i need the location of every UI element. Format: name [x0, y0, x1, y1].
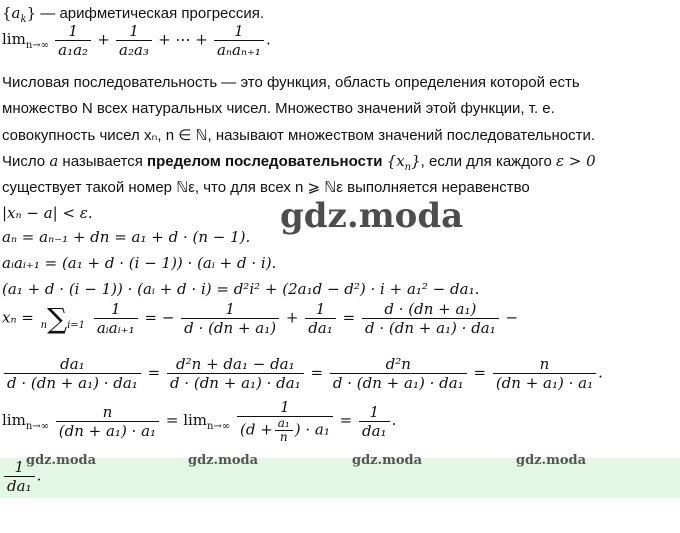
- equation-1: aₙ = aₙ₋₁ + dn = a₁ + d · (n − 1).: [2, 228, 251, 246]
- para-line-3: совокупность чисел xₙ, n ∈ ℕ, называют множеством значений последовательности.: [2, 127, 596, 144]
- fraction-1: $\frac{1}{\text{a₁a₂}}$: [55, 22, 91, 59]
- eq4-frac-3: $\frac{1}{\text{da₁}}$: [305, 300, 336, 337]
- fraction-2: $\frac{1}{\text{a₂a₃}}$: [116, 22, 152, 59]
- final-result: $\frac{1}{\text{da₁}}$ .: [2, 458, 41, 495]
- eq6-frac-3: $\frac{1}{\text{da₁}}$: [359, 403, 390, 440]
- lim-sub: n→∞: [25, 40, 49, 52]
- eq5-frac-3: $\frac{\text{d²n}}{\text{d · (dn + a₁) · da₁}}$: [330, 355, 467, 392]
- seq-sub: k: [20, 14, 27, 25]
- para-line-1: Числовая последовательность — это функция, область определения которой есть: [2, 74, 580, 91]
- fraction-3: $\frac{1}{\text{aₙaₙ₊₁}}$: [214, 22, 264, 59]
- para-line-2: множество N всех натуральных чисел. Множество значений этой функции, т. е.: [2, 100, 555, 117]
- equation-5: $\frac{\text{da₁}}{\text{d · (dn + a₁) · da₁}}$ = $\frac{\text{d²n + da₁ − da₁}}{\text{d · (dn + a₁) · da₁}}$ = $\frac{\text{d²n}}{\text{d · (dn + a₁) · da₁}}$ = $\frac{n}{\text{(dn + a₁) · a₁}}$ .: [2, 355, 603, 392]
- seq-close: }: [26, 4, 37, 22]
- line-2-limit-sum: $\lim_{n\to\infty}$ $\frac{1}{\text{a₁a₂}}$ + $\frac{1}{\text{a₂a₃}}$ + ⋯ + $\frac{1}{\text{aₙaₙ₊₁}}$ .: [2, 22, 271, 59]
- eq4-frac-2: $\frac{1}{\text{d · (dn + a₁)}}$: [181, 300, 279, 337]
- band-watermark-1: gdz.moda: [26, 453, 97, 468]
- bold-term: пределом последовательности: [147, 153, 383, 170]
- eq6-frac-1: $\frac{n}{\text{(dn + a₁) · a₁}}$: [56, 403, 159, 440]
- equation-6: $\lim_{n\to\infty}$ $\frac{n}{\text{(dn + a₁) · a₁}}$ = $\lim_{n\to\infty}$ 1 (d + $\frac{\text{a₁}}{n}$ ) · a₁ = $\frac{1}{\text{da₁}}$ .: [2, 398, 397, 444]
- equation-4: xₙ = n∑i=1 $\frac{1}{\text{aᵢaᵢ₊₁}}$ = − $\frac{1}{\text{d · (dn + a₁)}}$ + $\frac{1}{\text{da₁}}$ = $\frac{\text{d · (dn + a₁)}}{\text{d · (dn + a₁) · da₁}}$ −: [2, 300, 519, 337]
- eq4-frac-4: $\frac{\text{d · (dn + a₁)}}{\text{d · (dn + a₁) · da₁}}$: [362, 300, 499, 337]
- para-line-6: |xₙ − a| < ε.: [2, 204, 93, 222]
- eq5-frac-1: $\frac{\text{da₁}}{\text{d · (dn + a₁) · da₁}}$: [4, 355, 141, 392]
- lim-label: lim: [2, 30, 26, 49]
- band-watermark-4: gdz.moda: [516, 453, 587, 468]
- equation-2: aᵢaᵢ₊₁ = (a₁ + d · (i − 1)) · (aᵢ + d · i).: [2, 254, 277, 272]
- sum-symbol: n∑i=1: [40, 301, 86, 335]
- eq5-frac-4: $\frac{n}{\text{(dn + a₁) · a₁}}$: [493, 355, 596, 392]
- band-watermark-3: gdz.moda: [352, 453, 423, 468]
- band-watermark-2: gdz.moda: [188, 453, 259, 468]
- line-1: $\{a_k\}$ — арифметическая прогрессия.: [2, 4, 265, 25]
- para-line-4: Число a называется пределом последовательности $\{x_n\}$, если для каждого ε > 0: [2, 152, 596, 173]
- eq5-frac-2: $\frac{\text{d²n + da₁ − da₁}}{\text{d · (dn + a₁) · da₁}}$: [167, 355, 304, 392]
- para-line-5: существует такой номер ℕε, что для всех n ⩾ ℕε выполняется неравенство: [2, 179, 530, 196]
- watermark: gdz.moda: [280, 196, 464, 236]
- eq4-frac-1: $\frac{1}{\text{aᵢaᵢ₊₁}}$: [94, 300, 138, 337]
- final-fraction: $\frac{1}{\text{da₁}}$: [4, 458, 35, 495]
- line-1-text: — арифметическая прогрессия.: [36, 5, 265, 22]
- equation-3: (a₁ + d · (i − 1)) · (aᵢ + d · i) = d²i² + (2a₁d − d²) · i + a₁² − da₁.: [2, 280, 480, 298]
- eq6-frac-2: 1 (d + $\frac{\text{a₁}}{n}$ ) · a₁: [237, 398, 333, 444]
